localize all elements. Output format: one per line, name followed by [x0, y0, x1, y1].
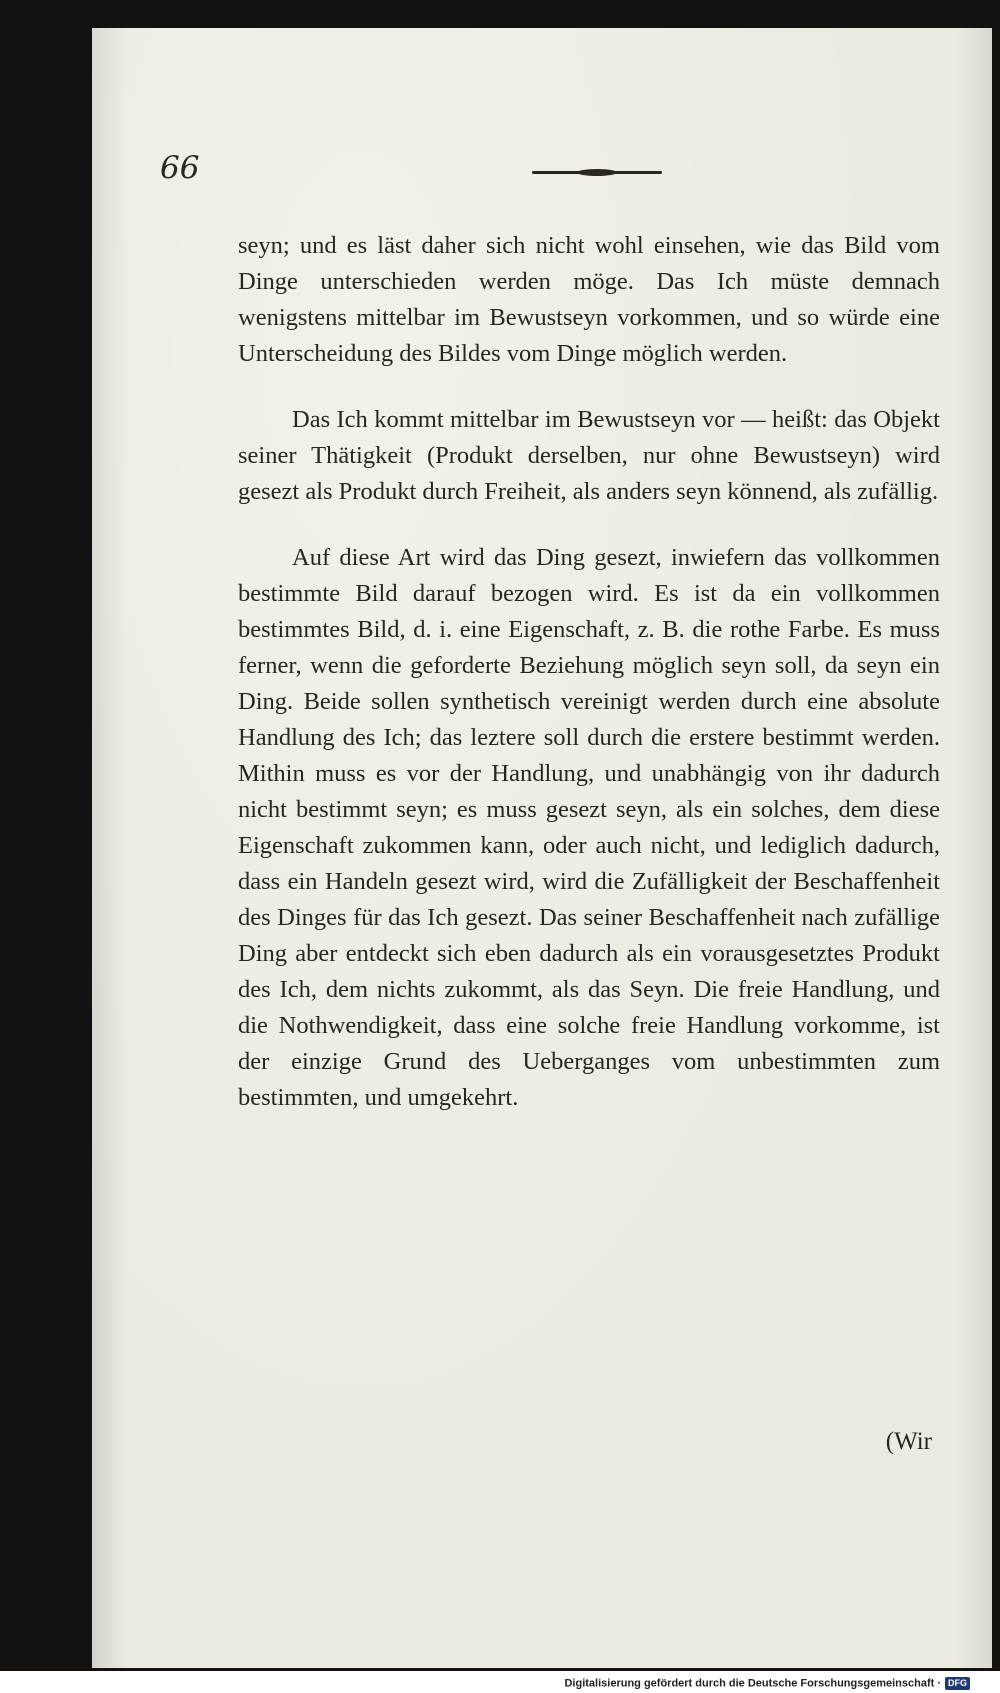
header-ornament-rule: [532, 171, 662, 174]
catchword: (Wir: [885, 1428, 932, 1455]
paragraph-1: seyn; und es läst daher sich nicht wohl einsehen, wie das Bild vom Dinge unterschieden werden möge. Das Ich müste demnach wenigstens mittelbar im Bewustseyn vorkommen, und so würde eine Unterscheidung des Bildes vom Dinge möglich werden.: [238, 232, 940, 367]
footer-band: [0, 1671, 1000, 1693]
funding-credit-text: Digitalisierung gefördert durch die Deutsche Forschungsgemeinschaft ·: [564, 1677, 941, 1690]
page-number: 66: [160, 150, 200, 186]
dfg-logo-icon: DFG: [945, 1677, 970, 1690]
funding-credit: [564, 1677, 970, 1690]
page-header: [160, 150, 940, 200]
paragraph-3: Auf diese Art wird das Ding gesezt, inwiefern das vollkommen bestimmte Bild darauf bezogen wird. Es ist da ein vollkommen bestimmtes Bild, d. i. eine Eigenschaft, z. B. die rothe Farbe. Es muss ferner, wenn die geforderte Beziehung möglich seyn soll, da seyn ein Ding. Beide sollen synthetisch vereinigt werden durch eine absolute Handlung des Ich; das leztere soll durch die erstere bestimmt werden. Mithin muss es vor der Handlung, und unabhängig von ihr dadurch nicht bestimmt seyn; es muss gesezt seyn, als ein solches, dem diese Eigenschaft zukommen kann, oder auch nicht, und lediglich dadurch, dass ein Handeln gesezt wird, wird die Zufälligkeit der Beschaffenheit des Dinges für das Ich gesezt. Das seiner Beschaffenheit nach zufällige Ding aber entdeckt sich eben dadurch als ein vorausgesetztes Produkt des Ich, dem nichts zukommt, als das Seyn. Die freie Handlung, und die Nothwendigkeit, dass eine solche freie Handlung vorkomme, ist der einzige Grund des Ueberganges vom unbestimmten zum bestimmten, und umgekehrt.: [238, 544, 940, 1111]
paragraph-2: Das Ich kommt mittelbar im Bewustseyn vor — heißt: das Objekt seiner Thätigkeit (Produkt derselben, nur ohne Bewustseyn) wird gesezt als Produkt durch Freiheit, als anders seyn könnend, als zufällig.: [238, 406, 940, 505]
body-text: [238, 228, 940, 1116]
